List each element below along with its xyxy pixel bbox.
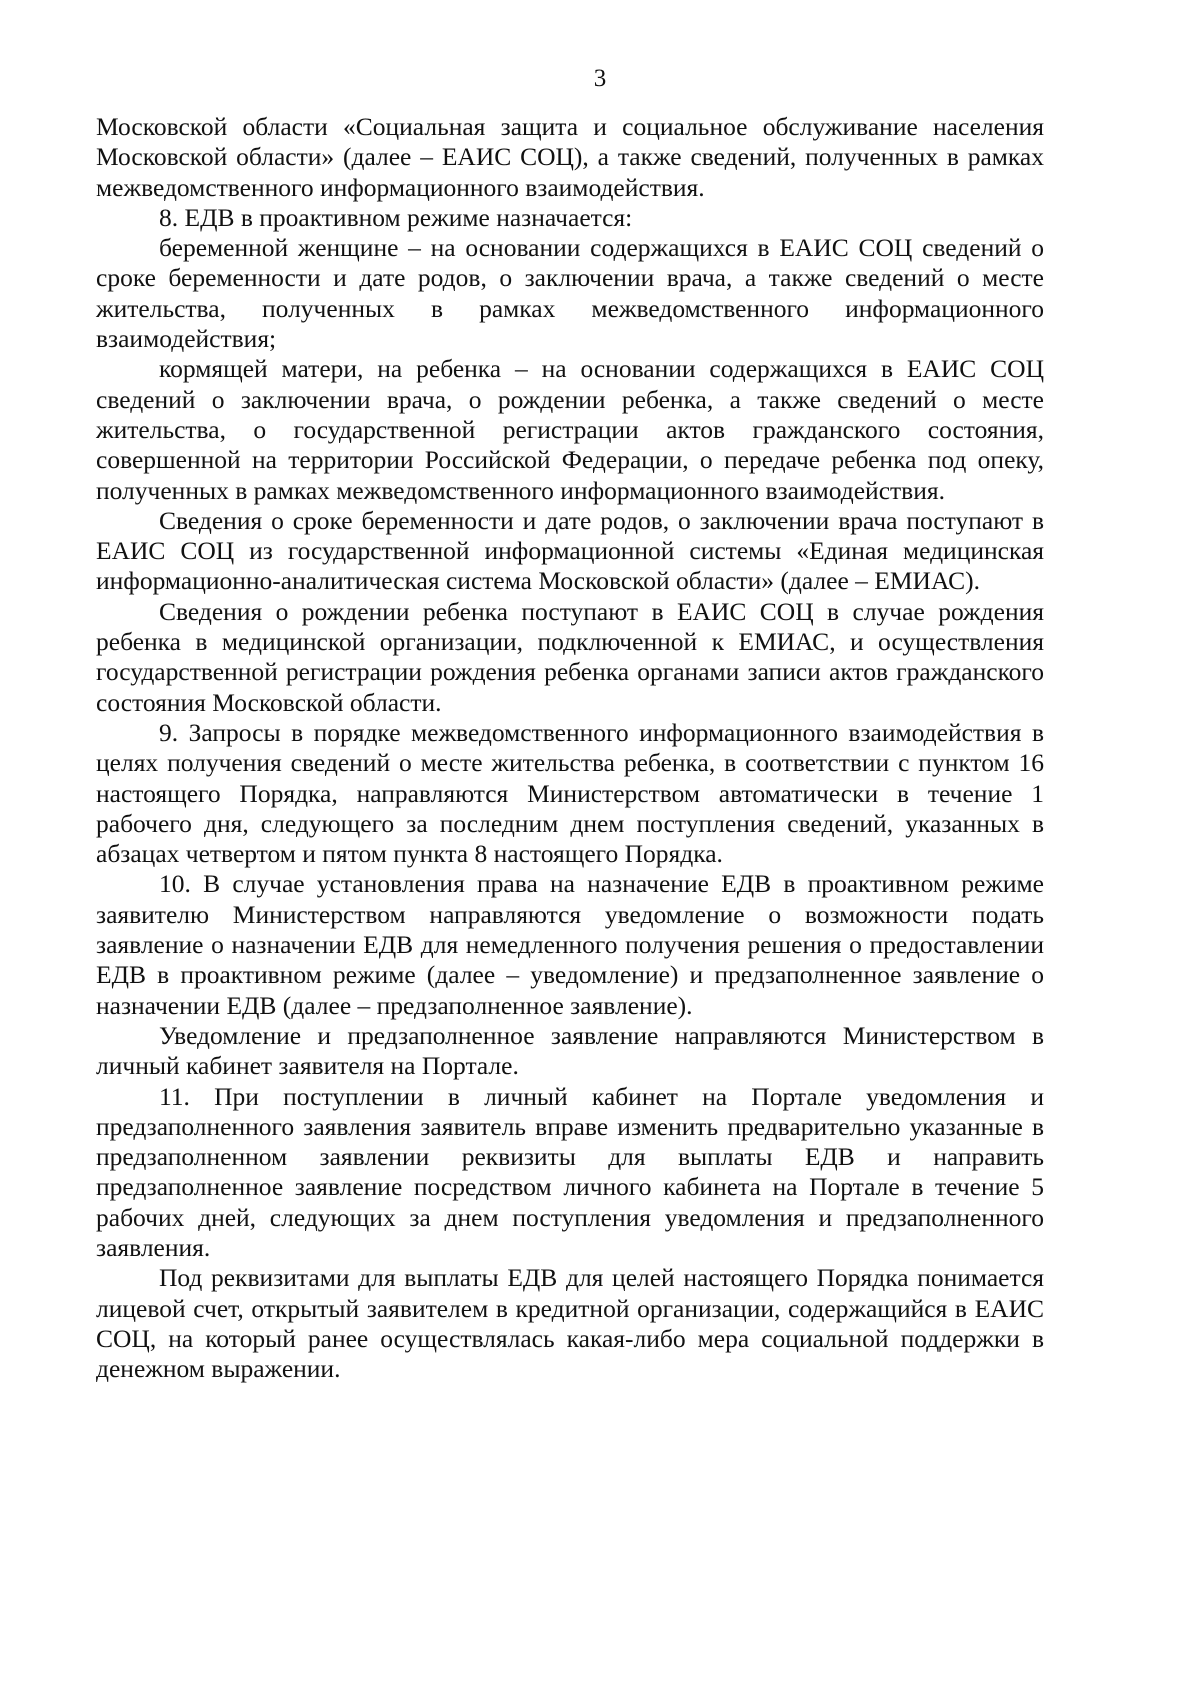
paragraph-2: 8. ЕДВ в проактивном режиме назначается: (159, 202, 633, 232)
document-body (96, 112, 1044, 1384)
paragraph-6: Сведения о рождении ребенка поступают в ЕАИС СОЦ в случае рождения ребенка в медицинской организации, подключенной к ЕМИАС, и осуществления государственной регистрации рождения ребенка органами записи актов гражданского состояния Московской области. (96, 596, 1044, 717)
paragraph-3: беременной женщине – на основании содержащихся в ЕАИС СОЦ сведений о сроке беременности и дате родов, о заключении врача, а также сведений о месте жительства, полученных в рамках межведомственного информационного взаимодействия; (96, 233, 1044, 354)
page-number: 3 (593, 65, 607, 92)
paragraph-5: Сведения о сроке беременности и дате родов, о заключении врача поступают в ЕАИС СОЦ из государственной информационной системы «Единая медицинская информационно-аналитическая система Московской области» (далее – ЕМИАС). (96, 505, 1044, 596)
paragraph-1: Московской области «Социальная защита и социальное обслуживание населения Московской области» (далее – ЕАИС СОЦ), а также сведений, полученных в рамках межведомственного информационного взаимодействия. (96, 112, 1044, 202)
paragraph-11: Под реквизитами для выплаты ЕДВ для целей настоящего Порядка понимается лицевой счет, открытый заявителем в кредитной организации, содержащийся в ЕАИС СОЦ, на который ранее осуществлялась какая-либо мера социальной поддержки в денежном выражении. (96, 1263, 1044, 1384)
paragraph-7: 9. Запросы в порядке межведомственного информационного взаимодействия в целях получения сведений о месте жительства ребенка, в соответствии с пунктом 16 настоящего Порядка, направляются Министерством автоматически в течение 1 рабочего дня, следующего за последним днем поступления сведений, указанных в абзацах четвертом и пятом пункта 8 настоящего Порядка. (96, 717, 1044, 869)
paragraph-9: Уведомление и предзаполненное заявление направляются Министерством в личный кабинет заявителя на Портале. (96, 1020, 1044, 1081)
paragraph-8: 10. В случае установления права на назначение ЕДВ в проактивном режиме заявителю Министерством направляются уведомление о возможности подать заявление о назначении ЕДВ для немедленного получения решения о предоставлении ЕДВ в проактивном режиме (далее – уведомление) и предзаполненное заявление о назначении ЕДВ (далее – предзаполненное заявление). (96, 869, 1044, 1020)
paragraph-10: 11. При поступлении в личный кабинет на Портале уведомления и предзаполненного заявления заявитель вправе изменить предварительно указанные в предзаполненном заявлении реквизиты для выплаты ЕДВ и направить предзаполненное заявление посредством личного кабинета на Портале в течение 5 рабочих дней, следующих за днем поступления уведомления и предзаполненного заявления. (96, 1081, 1044, 1262)
paragraph-4: кормящей матери, на ребенка – на основании содержащихся в ЕАИС СОЦ сведений о заключении врача, о рождении ребенка, а также сведений о месте жительства, о государственной регистрации актов гражданского состояния, совершенной на территории Российской Федерации, о передаче ребенка под опеку, полученных в рамках межведомственного информационного взаимодействия. (96, 354, 1044, 505)
